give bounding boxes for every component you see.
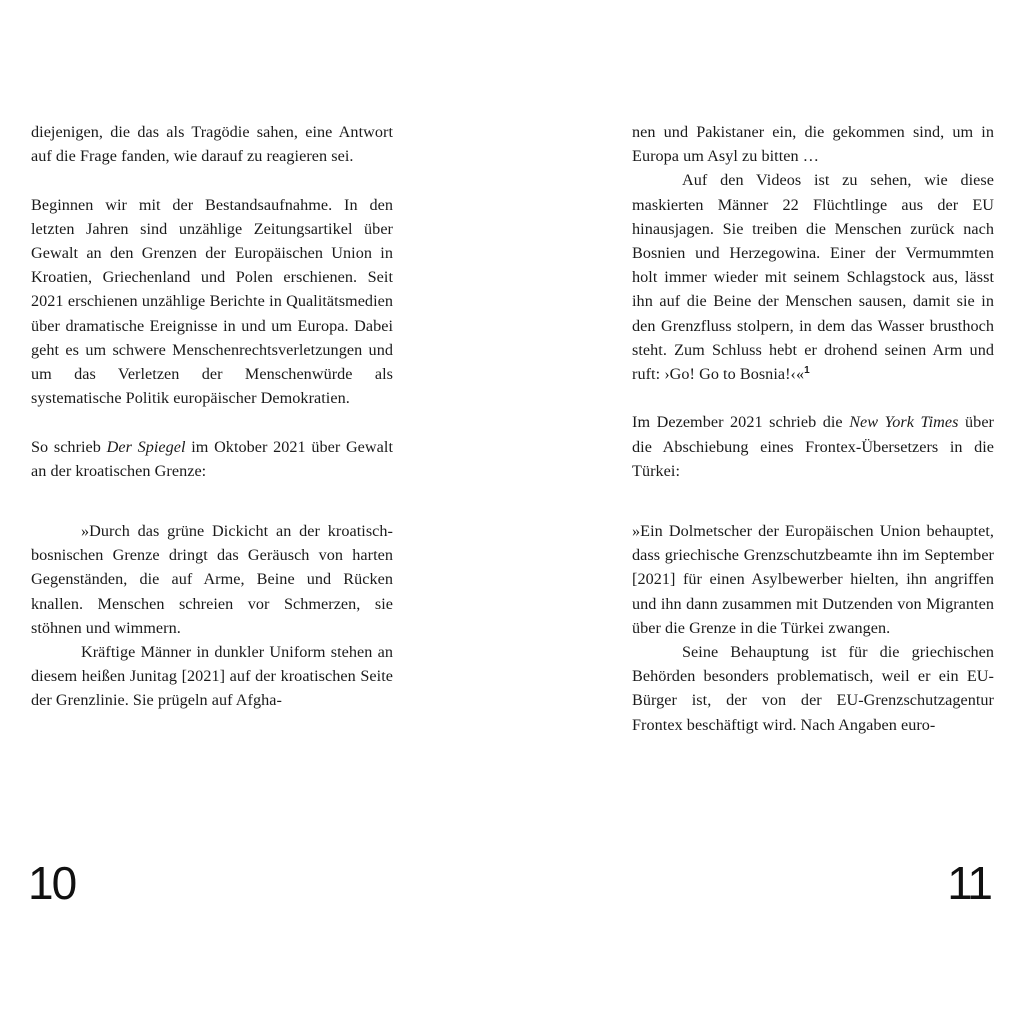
left-paragraph-2: Beginnen wir mit der Bestandsaufnahme. In den letzten Jahren sind unzählige Zeitungsartikel über Gewalt an den Grenzen der Europäischen Union in Kroatien, Griechenland und Polen erschienen. Seit 2021 erschienen unzählige Berichte in Qualitätsmedien über dramatische Ereignisse in und um Europa. Dabei geht es um schwere Menschenrechtsverletzungen und um das Verletzen der Menschenwürde als systematische Politik europäischer Demokratien. [31,195,393,408]
right-quote-paragraph-2: »Ein Dolmetscher der Europäischen Union behauptet, dass griechische Grenzschutzbeamte ihn im September [2021] für einen Asylbewerber hielten, ihn angriffen und ihn dann zusammen mit Dutzenden von Migranten über die Grenze in die Türkei zwangen. [632,522,994,637]
right-quote-paragraph [632,168,994,386]
right-paragraph-3-before: Im Dezember 2021 schrieb die [632,413,850,432]
footnote-marker: 1 [804,365,810,377]
left-paragraph-3-before: So schrieb [31,437,107,456]
publication-title-new-york-times: New York Times [849,413,959,432]
right-quote-paragraph-3: Seine Behauptung ist für die griechischen Behörden besonders problematisch, weil er ein EU-Bürger ist, der von der EU-Grenzschutzagentur Frontex beschäftigt wird. Nach Angaben euro- [632,643,994,734]
left-paragraph-3 [31,435,393,483]
left-quote-paragraph-1: »Durch das grüne Dickicht an der kroatisch-bosnischen Grenze dringt das Geräusch von harten Gegenständen, die auf Arme, Beine und Rücken knallen. Menschen schreien vor Schmerzen, sie stöhnen und wimmern. [31,522,393,637]
right-page-body-text [632,120,994,737]
right-quote-text: Auf den Videos ist zu sehen, wie diese maskierten Männer 22 Flüchtlinge aus der EU hinausjagen. Sie treiben die Menschen zurück nach Bosnien und Herzegowina. Einer der Vermummten holt immer wieder mit seinem Schlagstock aus, lässt ihn auf die Beine der Menschen sausen, damit sie in den Grenzfluss stolpern, in dem das Wasser brusthoch steht. Zum Schluss hebt er drohend seinen Arm und ruft: ›Go! Go to Bosnia!‹« [632,171,994,384]
publication-title-der-spiegel: Der Spiegel [106,437,186,456]
page-number-left: 10 [28,857,76,909]
right-page [512,0,1024,1024]
right-paragraph-3-after: über die Abschiebung eines Frontex-Übersetzers in die Türkei: [632,413,995,480]
left-page-body-text [31,120,393,713]
right-paragraph-1: nen und Pakistaner ein, die gekommen sind, um in Europa um Asyl zu bitten … [632,123,994,166]
right-paragraph-3 [632,410,994,483]
page-number-right: 11 [947,857,991,909]
left-paragraph-3-after: im Oktober 2021 über Gewalt an der kroatischen Grenze: [31,437,393,480]
left-quote-paragraph-2: Kräftige Männer in dunkler Uniform stehen an diesem heißen Junitag [2021] auf der kroatischen Seite der Grenzlinie. Sie prügeln auf Afgha- [31,643,393,710]
left-paragraph-1: diejenigen, die das als Tragödie sahen, eine Antwort auf die Frage fanden, wie darauf zu reagieren sei. [31,123,393,166]
